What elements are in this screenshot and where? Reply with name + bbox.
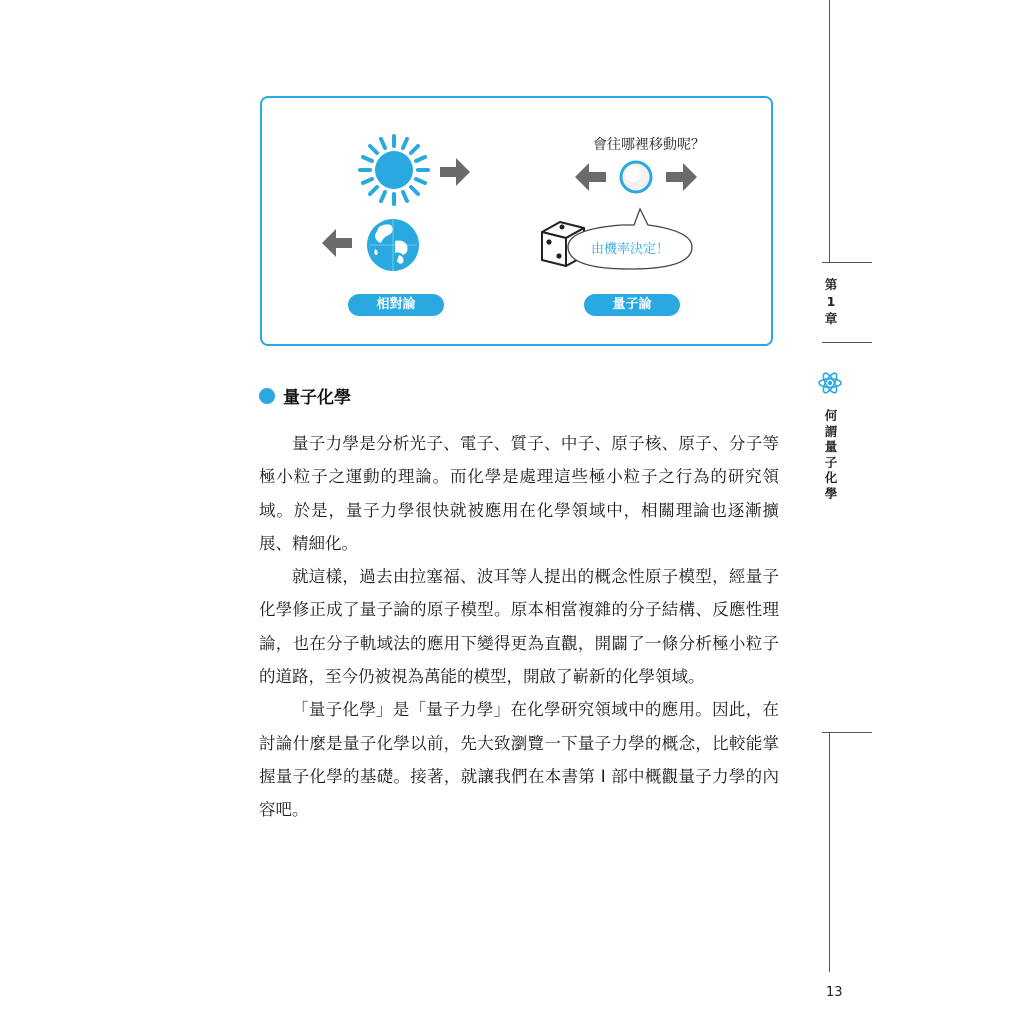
paragraph: 量子力學是分析光子、電子、質子、中子、原子核、原子、分子等極小粒子之運動的理論。而化學是處理這些極小粒子之行為的研究領域。於是，量子力學很快就被應用在化學領域中，相關理論也逐漸擴展、精細化。 — [259, 434, 779, 553]
section-title: 量子化學 — [283, 388, 351, 408]
atom-icon — [817, 370, 843, 396]
arrow-right-icon — [440, 158, 470, 186]
arrow-right-icon — [666, 163, 697, 191]
sun-icon — [360, 136, 428, 204]
chapter-rule-bottom — [822, 342, 872, 343]
arrow-left-icon — [575, 163, 606, 191]
chapter-char: 第 — [824, 277, 838, 292]
figure-relativity-vs-quantum — [260, 96, 773, 346]
title-char: 何 — [824, 408, 838, 423]
title-char: 謂 — [824, 423, 838, 439]
title-char: 子 — [824, 454, 838, 470]
particle-icon — [621, 162, 651, 192]
chapter-marker — [822, 276, 840, 327]
bullet-dot — [259, 388, 275, 404]
margin-rule-lower — [829, 732, 830, 972]
question-text: 會往哪裡移動呢？ — [593, 137, 705, 153]
label-quantum: 量子論 — [584, 294, 680, 316]
bubble-text: 由機率決定！ — [590, 242, 669, 257]
title-char: 化 — [824, 470, 838, 485]
chapter-char: 1 — [826, 294, 836, 309]
margin-rule-lower-top — [822, 732, 872, 733]
chapter-title-vertical — [822, 408, 840, 501]
page-number: 13 — [826, 985, 843, 1000]
section-heading — [259, 383, 351, 408]
label-relativity: 相對論 — [348, 294, 444, 316]
arrow-left-icon — [322, 229, 352, 257]
earth-icon — [367, 219, 419, 271]
paragraph: 就這樣，過去由拉塞福、波耳等人提出的概念性原子模型，經量子化學修正成了量子論的原子模型。原本相當複雜的分子結構、反應性理論，也在分子軌域法的應用下變得更為直觀，開闢了一條分析極小粒子的道路，至今仍被視為萬能的模型，開啟了嶄新的化學領域。 — [259, 567, 779, 687]
title-char: 學 — [824, 485, 838, 501]
paragraph: 「量子化學」是「量子力學」在化學研究領域中的應用。因此，在討論什麼是量子化學以前，先大致瀏覽一下量子力學的概念，比較能掌握量子化學的基礎。接著，就讓我們在本書第 I 部中概觀量子力學的內容吧。 — [259, 700, 779, 820]
chapter-rule-top — [822, 262, 872, 263]
body-text — [259, 427, 779, 827]
margin-rule — [829, 0, 830, 262]
chapter-char: 章 — [824, 311, 838, 326]
title-char: 量 — [824, 439, 838, 454]
